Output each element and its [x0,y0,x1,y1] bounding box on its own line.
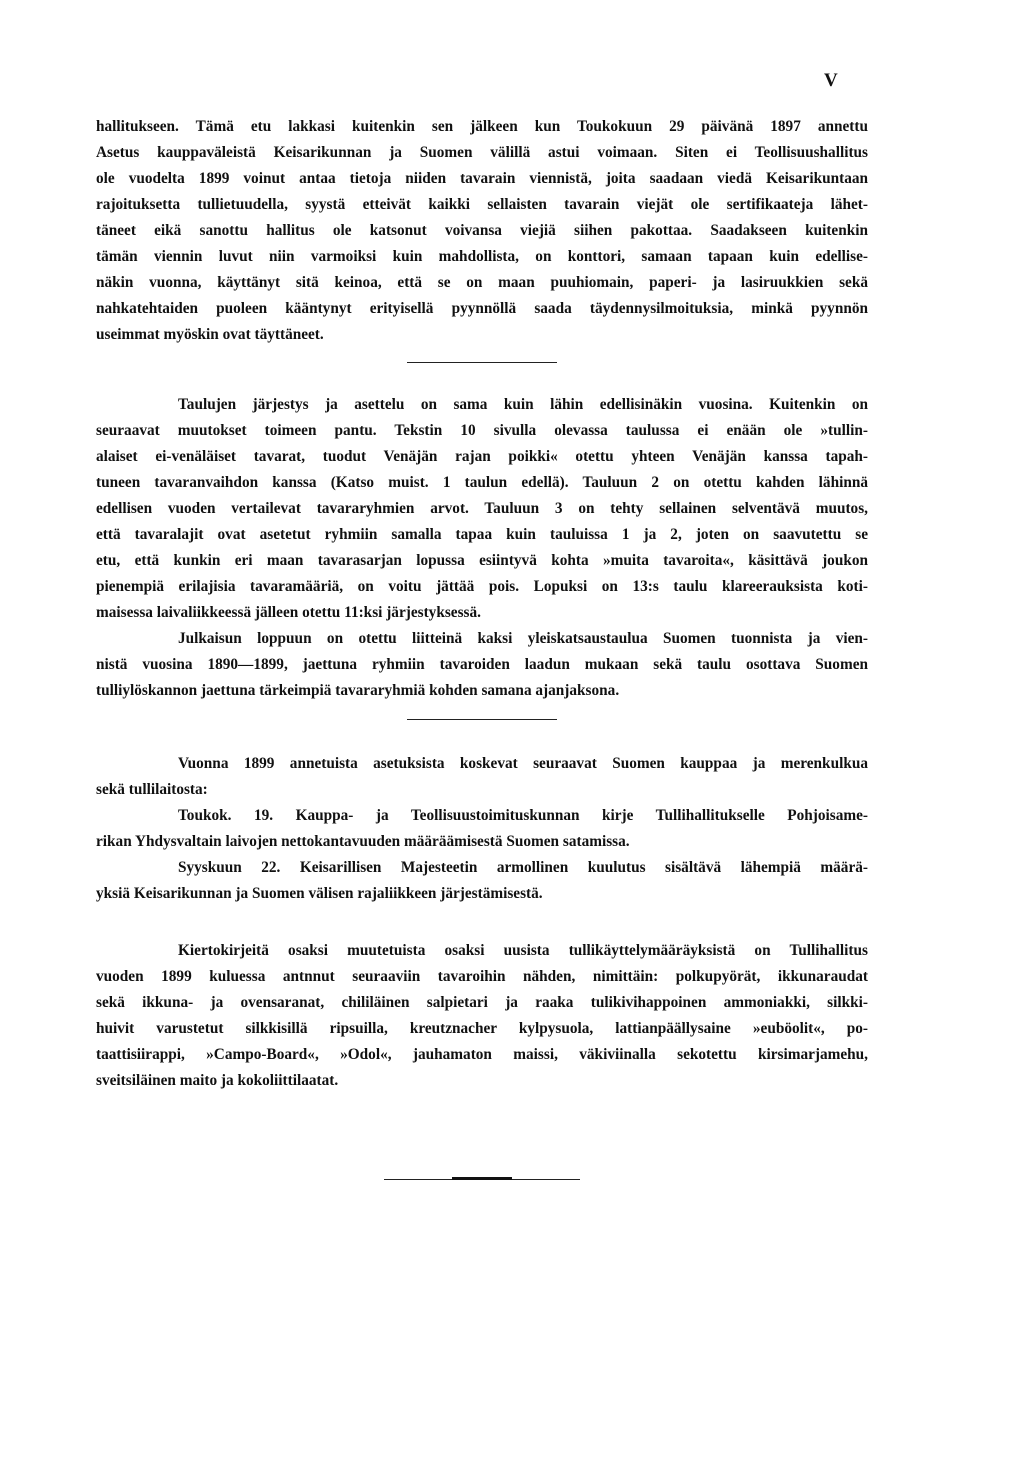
text-line: Kiertokirjeitä osaksi muutetuista osaksi uusista tullikäyttelymääräyksistä on Tullihallitus [178,942,868,959]
text-line: etu, että kunkin eri maan tavarasarjan lopussa esiintyvä kohta »muita tavaroita«, käsittävä joukon [96,552,868,569]
text-line: täneet eikä sanottu hallitus ole katsonut voivansa viejiä siihen pakottaa. Saadakseen kuitenkin [96,222,868,239]
text-line: Julkaisun loppuun on otettu liitteinä kaksi yleiskatsaustaulua Suomen tuonnista ja vien- [178,630,868,647]
text-line: huivit varustetut silkkisillä ripsuilla, kreutznacher kylpysuola, lattianpäällysaine »euböolit«, po- [96,1020,868,1037]
section-4-circulars [96,938,868,1094]
section-divider [407,362,557,363]
text-line: Taulujen järjestys ja asettelu on sama kuin lähin edellisinäkin vuosina. Kuitenkin on [178,396,868,413]
text-line: sekä tullilaitosta: [96,781,208,798]
section-2 [96,392,868,704]
text-line: tämän viennin luvut niin varmoiksi kuin mahdollista, on konttori, samaan tapaan kuin edellise- [96,248,868,265]
text-line: nahkatehtaiden puoleen kääntynyt erityisellä pyynnöllä saada täydennysilmoituksia, minkä pyynnön [96,300,868,317]
text-line: tulliylöskannon jaettuna tärkeimpiä tavararyhmiä kohden samana ajanjaksona. [96,682,620,699]
decree-entry-september [96,855,868,907]
text-line: että tavaralajit ovat asetetut ryhmiin samalla tapaa kuin tauluissa 1 ja 2, joten on saavutettu se [96,526,868,543]
end-rule-bold [452,1177,512,1180]
text-line: alaiset ei-venäläiset tavarat, tuodut Venäjän rajan poikki« otettu yhteen Venäjän kanssa tapah- [96,448,868,465]
decrees-intro [96,751,868,803]
text-line: maisessa laivaliikkeessä jälleen otettu 11:ksi järjestyksessä. [96,604,481,621]
text-line: ole vuodelta 1899 voinut antaa tietoja niiden tavarain viennistä, joita saadaan viedä Keisarikuntaan [96,170,868,187]
text-line: edellisen vuoden vertailevat tavararyhmien arvot. Tauluun 3 on tehty sellainen selventävä muutos, [96,500,868,517]
text-line: rikan Yhdysvaltain laivojen nettokantavuuden määräämisestä Suomen satamissa. [96,833,630,850]
text-line: pienempiä erilajisia tavaramääriä, on voitu jättää pois. Lopuksi on 13:s taulu klareerauksista koti- [96,578,868,595]
section-3 [96,751,868,907]
text-line: sekä ikkuna- ja ovensaranat, chililäinen salpietari ja raaka tulikivihappoinen ammoniakki, silkki- [96,994,868,1011]
text-line: sveitsiläinen maito ja kokoliittilaatat. [96,1072,339,1089]
section-divider [407,719,557,720]
text-line: nistä vuosina 1890—1899, jaettuna ryhmiin tavaroiden laadun mukaan sekä taulu osottava Suomen [96,656,868,673]
text-line: tuneen tavaranvaihdon kanssa (Katso muist. 1 taulun edellä). Tauluun 2 on otettu kahden lähinnä [96,474,868,491]
text-line: useimmat myöskin ovat täyttäneet. [96,326,324,343]
text-line: Toukok. 19. Kauppa- ja Teollisuustoimituskunnan kirje Tullihallitukselle Pohjoisame- [178,807,868,824]
text-line: näkin vuonna, käyttänyt sitä keinoa, että se on maan puuhiomain, paperi- ja lasiruukkien sekä [96,274,868,291]
paragraph-appendix [96,626,868,704]
decree-entry-may [96,803,868,855]
text-line: Syyskuun 22. Keisarillisen Majesteetin armollinen kuulutus sisältävä lähempiä määrä- [178,859,868,876]
paragraph-table-changes [96,392,868,626]
text-line: seuraavat muutokset toimeen pantu. Tekstin 10 sivulla olevassa taulussa ei enään ole »tullin- [96,422,868,439]
text-line: vuoden 1899 kuluessa antnnut seuraaviin tavaroihin nähden, nimittäin: polkupyörät, ikkunaraudat [96,968,868,985]
text-line: yksiä Keisarikunnan ja Suomen välisen rajaliikkeen järjestämisestä. [96,885,543,902]
text-line: hallitukseen. Tämä etu lakkasi kuitenkin sen jälkeen kun Toukokuun 29 päivänä 1897 annettu [96,118,868,135]
section-1-paragraph [96,114,868,348]
text-line: taattisiirappi, »Campo-Board«, »Odol«, jauhamaton maissi, väkiviinalla sekotettu kirsimarjamehu, [96,1046,868,1063]
page-number: V [824,70,838,91]
text-line: Asetus kauppaväleistä Keisarikunnan ja Suomen välillä astui voimaan. Siten ei Teollisuushallitus [96,144,868,161]
text-line: rajoituksetta tullietuudella, syystä etteivät kaikki sellaisten tavarain viejät ole sertifikaateja lähet- [96,196,868,213]
text-line: Vuonna 1899 annetuista asetuksista koskevat seuraavat Suomen kauppaa ja merenkulkua [178,755,868,772]
